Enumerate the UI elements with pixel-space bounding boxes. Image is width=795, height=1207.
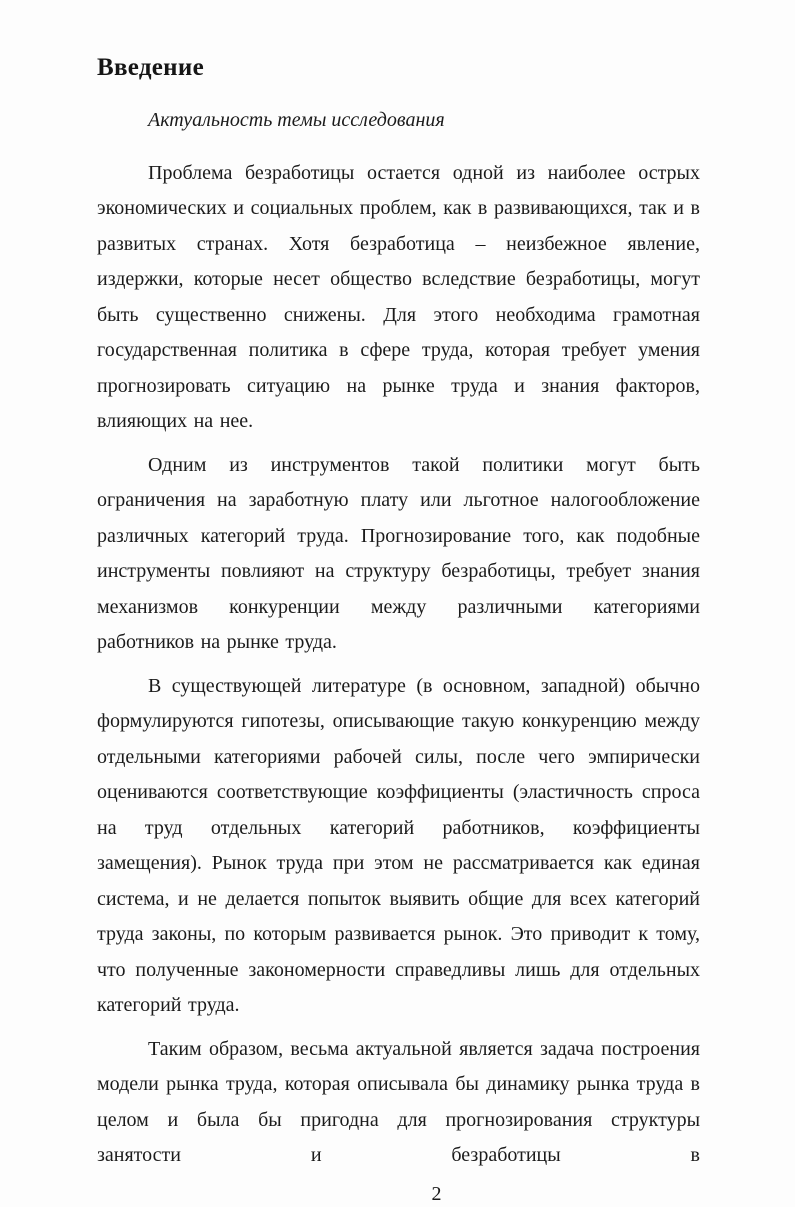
- page-number: 2: [431, 1182, 442, 1205]
- page-title: Введение: [97, 54, 204, 81]
- paragraph-4: Таким образом, весьма актуальной является задача построения модели рынка труда, которая описывала бы динамику рынка труда в целом и была бы пригодна для прогнозирования структуры занятости и безработицы в: [97, 1037, 700, 1167]
- paragraph-2: Одним из инструментов такой политики могут быть ограничения на заработную плату или льготное налогообложение различных категорий труда. Прогнозирование того, как подобные инструменты повлияют на структуру безработицы, требует знания механизмов конкуренции между различными категориями работников на рынке труда.: [97, 453, 700, 654]
- section-subheading: Актуальность темы исследования: [148, 108, 445, 131]
- paragraph-1: Проблема безработицы остается одной из наиболее острых экономических и социальных проблем, как в развивающихся, так и в развитых странах. Хотя безработица – неизбежное явление, издержки, которые несет общество вследствие безработицы, могут быть существенно снижены. Для этого необходима грамотная государственная политика в сфере труда, которая требует умения прогнозировать ситуацию на рынке труда и знания факторов, влияющих на нее.: [97, 161, 700, 433]
- paragraph-3: В существующей литературе (в основном, западной) обычно формулируются гипотезы, описывающие такую конкуренцию между отдельными категориями рабочей силы, после чего эмпирически оцениваются соответствующие коэффициенты (эластичность спроса на труд отдельных категорий работников, коэффициенты замещения). Рынок труда при этом не рассматривается как единая система, и не делается попыток выявить общие для всех категорий труда законы, по которым развивается рынок. Это приводит к тому, что полученные закономерности справедливы лишь для отдельных категорий труда.: [97, 674, 700, 1017]
